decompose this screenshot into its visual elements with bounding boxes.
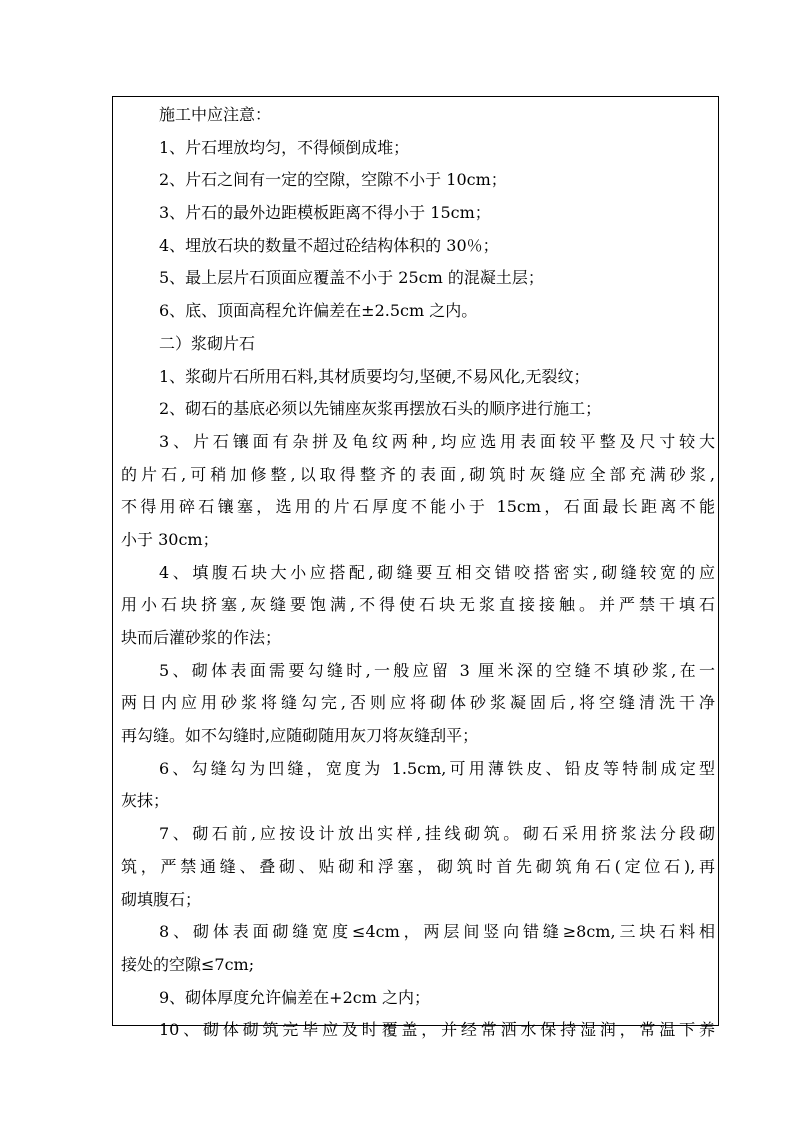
text-line: 的片石,可稍加修整,以取得整齐的表面,砌筑时灰缝应全部充满砂浆, xyxy=(121,464,715,484)
text-line: 灰抹； xyxy=(121,791,170,811)
text-line: 用小石块挤塞,灰缝要饱满,不得使石块无浆直接接触。并严禁干填石 xyxy=(121,595,715,615)
text-line: 砌填腹石； xyxy=(121,889,202,909)
text-line: 6、底、顶面高程允许偏差在±2.5cm 之内。 xyxy=(159,301,478,321)
text-line: 再勾缝。如不勾缝时,应随砌随用灰刀将灰缝刮平； xyxy=(121,726,479,746)
text-line: 两日内应用砂浆将缝勾完,否则应将砌体砂浆凝固后,将空缝清洗干净 xyxy=(121,693,715,713)
text-line: 1、片石埋放均匀，不得倾倒成堆； xyxy=(159,137,410,157)
text-line: 2、砌石的基底必须以先铺座灰浆再摆放石头的顺序进行施工； xyxy=(159,399,602,419)
text-line: 5、砌体表面需要勾缝时,一般应留 3 厘米深的空缝不填砂浆,在一 xyxy=(159,660,715,680)
text-line: 接处的空隙≤7cm; xyxy=(121,954,255,974)
text-line: 5、最上层片石顶面应覆盖不小于 25cm 的混凝土层； xyxy=(159,268,544,288)
text-line: 3、片石镶面有杂拼及龟纹两种,均应选用表面较平整及尺寸较大 xyxy=(159,431,715,451)
text-line: 施工中应注意： xyxy=(159,105,272,124)
text-line: 2、片石之间有一定的空隙，空隙不小于 10cm； xyxy=(159,170,507,190)
text-line: 6、勾缝勾为凹缝，宽度为 1.5cm,可用薄铁皮、铅皮等特制成定型 xyxy=(159,758,715,778)
text-line: 二）浆砌片石 xyxy=(159,333,256,353)
text-line: 8、砌体表面砌缝宽度≤4cm，两层间竖向错缝≥8cm,三块石料相 xyxy=(159,922,715,942)
text-line: 块而后灌砂浆的作法； xyxy=(121,628,282,647)
text-line: 筑，严禁通缝、叠砌、贴砌和浮塞，砌筑时首先砌筑角石(定位石),再 xyxy=(121,856,715,876)
text-line: 3、片石的最外边距模板距离不得小于 15cm； xyxy=(159,203,491,223)
text-line: 9、砌体厚度允许偏差在+2cm 之内； xyxy=(159,987,430,1007)
document-frame xyxy=(112,96,719,1040)
text-line: 不得用碎石镶塞，选用的片石厚度不能小于 15cm，石面最长距离不能 xyxy=(121,497,715,517)
text-line: 小于 30cm； xyxy=(121,529,219,549)
text-line: 1、浆砌片石所用石料,其材质要均匀,坚硬,不易风化,无裂纹； xyxy=(159,366,590,386)
text-line: 4、填腹石块大小应搭配,砌缝要互相交错咬搭密实,砌缝较宽的应 xyxy=(159,562,715,582)
text-line: 7、砌石前,应按设计放出实样,挂线砌筑。砌石采用挤浆法分段砌 xyxy=(159,824,715,844)
document-body xyxy=(121,99,715,1047)
text-line: 10、砌体砌筑完毕应及时覆盖，并经常洒水保持湿润，常温下养 xyxy=(159,1020,715,1040)
text-line: 4、埋放石块的数量不超过砼结构体积的 30％； xyxy=(159,235,499,255)
